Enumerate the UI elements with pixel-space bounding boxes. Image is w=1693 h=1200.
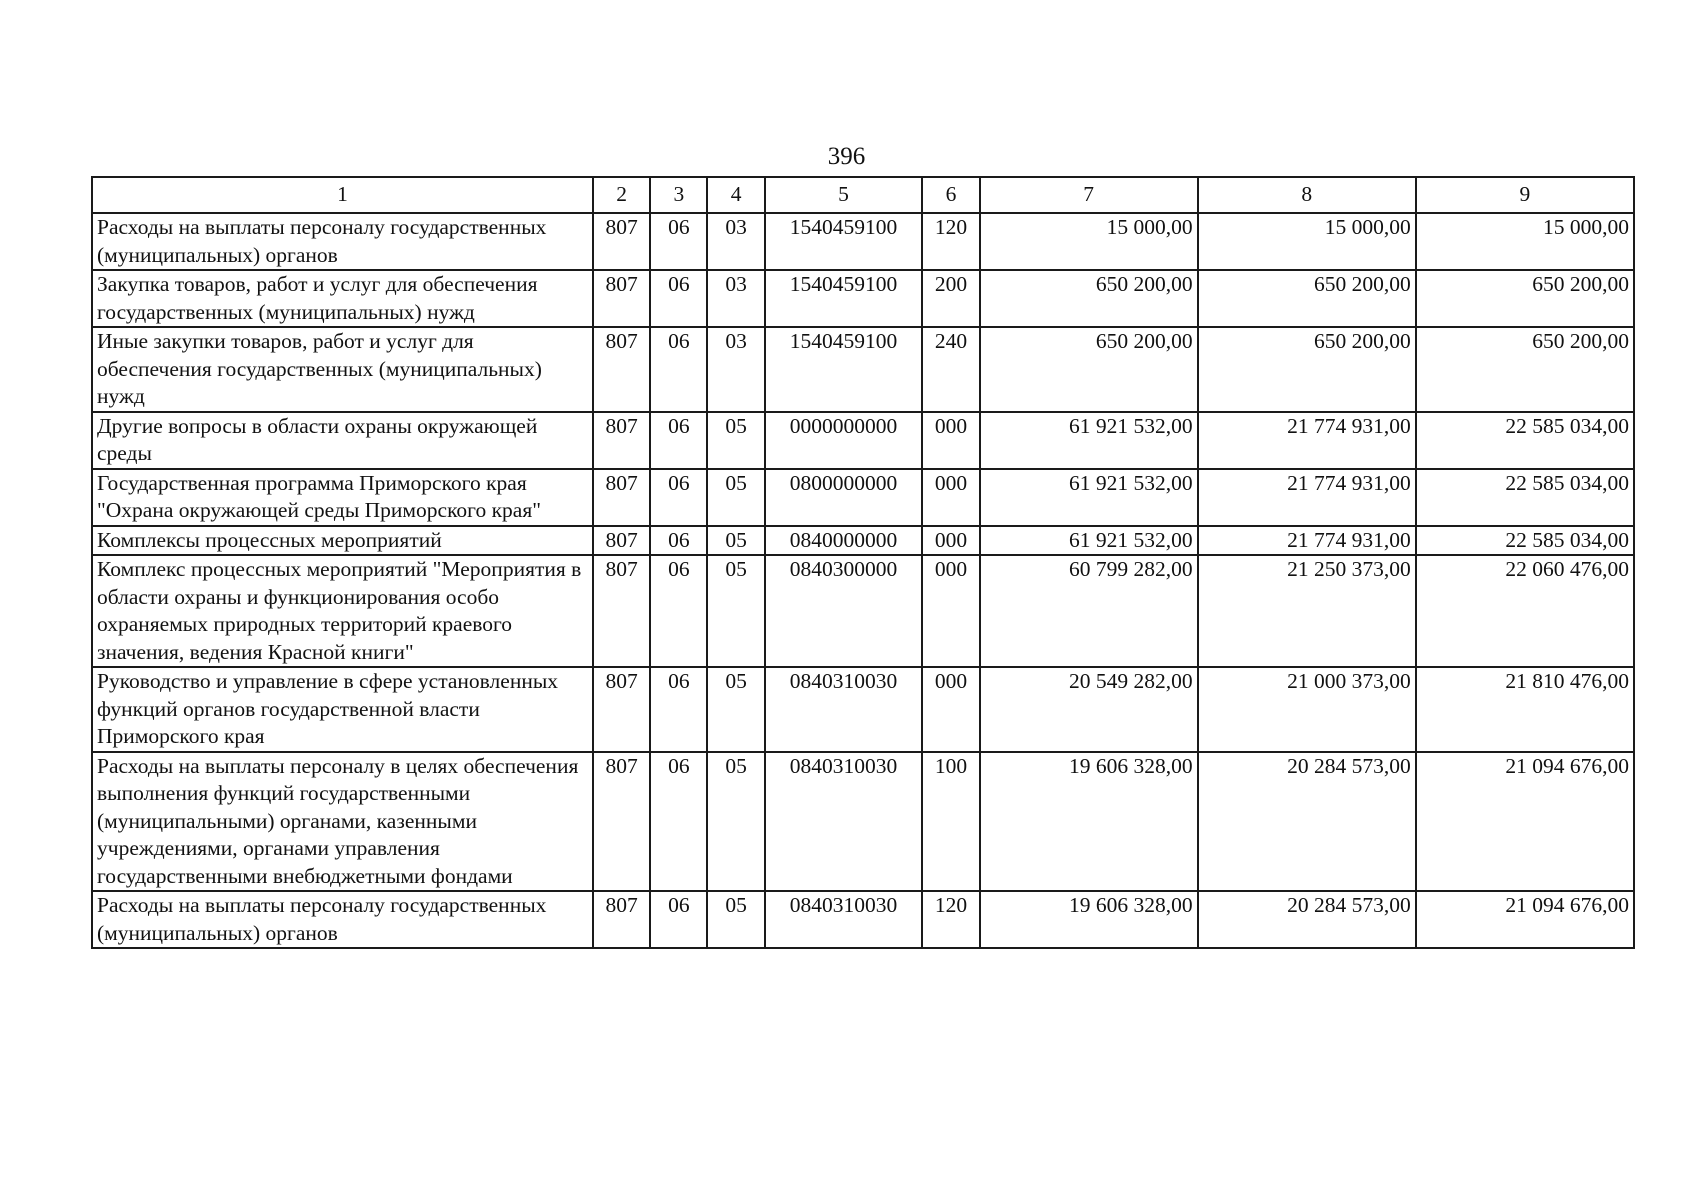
row-vr: 000: [922, 412, 979, 469]
row-sum-1: 19 606 328,00: [980, 891, 1198, 948]
header-row: [92, 177, 1634, 213]
row-rz: 06: [650, 270, 707, 327]
row-ved: 807: [593, 327, 650, 412]
row-sum-3: 21 094 676,00: [1416, 891, 1634, 948]
row-rz: 06: [650, 526, 707, 556]
header-col-8: 8: [1198, 177, 1416, 213]
header-col-5: 5: [765, 177, 923, 213]
row-vr: 120: [922, 213, 979, 270]
header-col-3: 3: [650, 177, 707, 213]
row-csr: 1540459100: [765, 213, 923, 270]
row-rz: 06: [650, 555, 707, 667]
row-pr: 05: [707, 526, 764, 556]
row-sum-2: 21 774 931,00: [1198, 412, 1416, 469]
row-csr: 0840300000: [765, 555, 923, 667]
table-row: [92, 469, 1634, 526]
row-name: Расходы на выплаты персоналу в целях обеспечения выполнения функций государственными (муниципальными) органами, казенными учреждениями, органами управления государственными внебюджетными фондами: [92, 752, 593, 892]
row-csr: 0800000000: [765, 469, 923, 526]
table-row: [92, 667, 1634, 752]
row-sum-3: 21 810 476,00: [1416, 667, 1634, 752]
row-sum-1: 15 000,00: [980, 213, 1198, 270]
table-row: [92, 327, 1634, 412]
row-rz: 06: [650, 412, 707, 469]
row-sum-2: 20 284 573,00: [1198, 891, 1416, 948]
row-sum-1: 650 200,00: [980, 270, 1198, 327]
header-col-2: 2: [593, 177, 650, 213]
row-rz: 06: [650, 891, 707, 948]
row-sum-1: 61 921 532,00: [980, 412, 1198, 469]
row-ved: 807: [593, 752, 650, 892]
row-sum-1: 20 549 282,00: [980, 667, 1198, 752]
page-number: 396: [827, 143, 866, 170]
table-row: [92, 752, 1634, 892]
row-name: Комплексы процессных мероприятий: [92, 526, 593, 556]
row-sum-2: 15 000,00: [1198, 213, 1416, 270]
row-csr: 0840000000: [765, 526, 923, 556]
header-col-7: 7: [980, 177, 1198, 213]
row-sum-2: 21 774 931,00: [1198, 469, 1416, 526]
row-csr: 0840310030: [765, 667, 923, 752]
row-sum-3: 15 000,00: [1416, 213, 1634, 270]
row-vr: 240: [922, 327, 979, 412]
row-sum-1: 650 200,00: [980, 327, 1198, 412]
row-vr: 120: [922, 891, 979, 948]
row-pr: 03: [707, 327, 764, 412]
row-name: Закупка товаров, работ и услуг для обеспечения государственных (муниципальных) нужд: [92, 270, 593, 327]
row-sum-1: 60 799 282,00: [980, 555, 1198, 667]
table-row: [92, 555, 1634, 667]
row-sum-3: 650 200,00: [1416, 270, 1634, 327]
row-pr: 05: [707, 667, 764, 752]
row-name: Другие вопросы в области охраны окружающей среды: [92, 412, 593, 469]
row-csr: 0840310030: [765, 891, 923, 948]
row-sum-3: 22 585 034,00: [1416, 469, 1634, 526]
row-csr: 1540459100: [765, 270, 923, 327]
table-row: [92, 213, 1634, 270]
row-sum-3: 22 585 034,00: [1416, 526, 1634, 556]
header-col-6: 6: [922, 177, 979, 213]
row-vr: 100: [922, 752, 979, 892]
row-csr: 1540459100: [765, 327, 923, 412]
row-csr: 0840310030: [765, 752, 923, 892]
row-sum-2: 20 284 573,00: [1198, 752, 1416, 892]
row-vr: 000: [922, 555, 979, 667]
row-sum-2: 650 200,00: [1198, 327, 1416, 412]
row-ved: 807: [593, 667, 650, 752]
row-sum-3: 22 585 034,00: [1416, 412, 1634, 469]
row-vr: 000: [922, 526, 979, 556]
table-row: [92, 412, 1634, 469]
row-sum-2: 21 774 931,00: [1198, 526, 1416, 556]
row-pr: 05: [707, 555, 764, 667]
row-ved: 807: [593, 526, 650, 556]
table-row: [92, 270, 1634, 327]
row-ved: 807: [593, 469, 650, 526]
row-pr: 05: [707, 412, 764, 469]
row-rz: 06: [650, 469, 707, 526]
row-rz: 06: [650, 213, 707, 270]
row-name: Руководство и управление в сфере установленных функций органов государственной власти Приморского края: [92, 667, 593, 752]
table-row: [92, 891, 1634, 948]
budget-table: [91, 176, 1635, 949]
row-ved: 807: [593, 213, 650, 270]
row-sum-1: 61 921 532,00: [980, 469, 1198, 526]
header-col-1: 1: [92, 177, 593, 213]
row-vr: 000: [922, 469, 979, 526]
row-sum-3: 22 060 476,00: [1416, 555, 1634, 667]
row-pr: 03: [707, 270, 764, 327]
header-col-4: 4: [707, 177, 764, 213]
row-vr: 200: [922, 270, 979, 327]
row-sum-2: 650 200,00: [1198, 270, 1416, 327]
row-ved: 807: [593, 555, 650, 667]
row-pr: 05: [707, 752, 764, 892]
row-sum-2: 21 000 373,00: [1198, 667, 1416, 752]
row-name: Расходы на выплаты персоналу государственных (муниципальных) органов: [92, 891, 593, 948]
row-name: Государственная программа Приморского края "Охрана окружающей среды Приморского края": [92, 469, 593, 526]
row-name: Комплекс процессных мероприятий "Мероприятия в области охраны и функционирования особо охраняемых природных территорий краевого значения, ведения Красной книги": [92, 555, 593, 667]
row-ved: 807: [593, 270, 650, 327]
row-pr: 05: [707, 891, 764, 948]
table-row: [92, 526, 1634, 556]
row-sum-1: 19 606 328,00: [980, 752, 1198, 892]
row-ved: 807: [593, 891, 650, 948]
row-ved: 807: [593, 412, 650, 469]
row-vr: 000: [922, 667, 979, 752]
row-rz: 06: [650, 667, 707, 752]
row-sum-2: 21 250 373,00: [1198, 555, 1416, 667]
row-sum-3: 650 200,00: [1416, 327, 1634, 412]
row-name: Расходы на выплаты персоналу государственных (муниципальных) органов: [92, 213, 593, 270]
row-sum-3: 21 094 676,00: [1416, 752, 1634, 892]
row-name: Иные закупки товаров, работ и услуг для обеспечения государственных (муниципальных) нужд: [92, 327, 593, 412]
row-csr: 0000000000: [765, 412, 923, 469]
row-pr: 03: [707, 213, 764, 270]
row-rz: 06: [650, 327, 707, 412]
row-pr: 05: [707, 469, 764, 526]
row-rz: 06: [650, 752, 707, 892]
row-sum-1: 61 921 532,00: [980, 526, 1198, 556]
header-col-9: 9: [1416, 177, 1634, 213]
